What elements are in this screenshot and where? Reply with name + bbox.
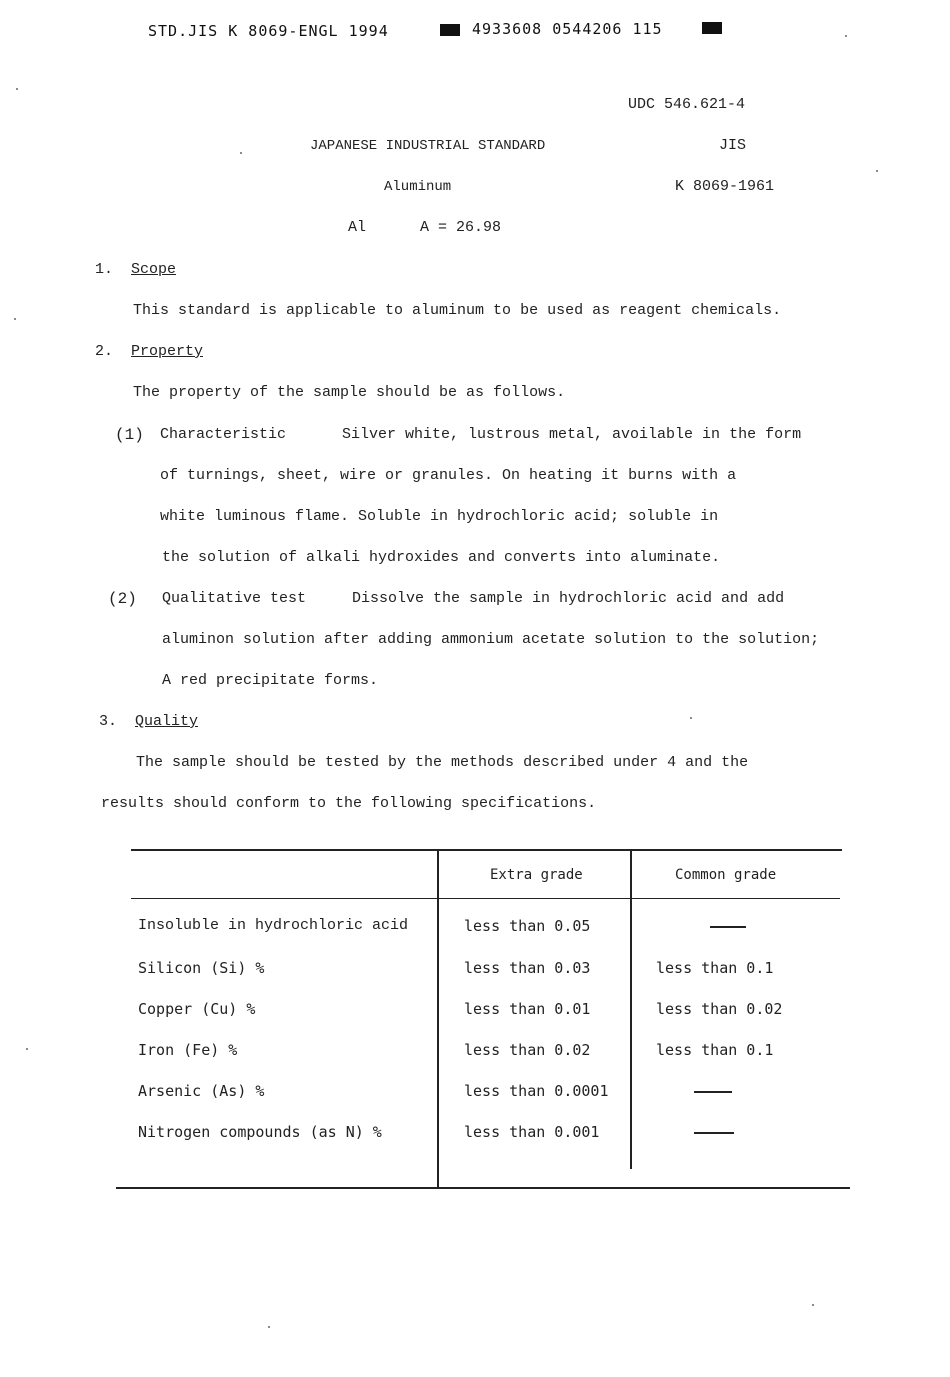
section-number: 1. [95,261,114,278]
standard-number: K 8069-1961 [675,178,775,195]
udc-number: UDC 546.621-4 [628,96,746,113]
characteristic-line: white luminous flame. Soluble in hydrochloric acid; soluble in [160,508,719,525]
document-title: Aluminum [384,179,452,195]
quality-text: The sample should be tested by the methods described under 4 and the [136,754,749,771]
property-intro: The property of the sample should be as follows. [133,384,566,401]
table-cell-item: Copper (Cu) % [138,1000,256,1018]
scan-speck [268,1326,270,1328]
quality-text: results should conform to the following specifications. [101,795,597,812]
qualitative-line: A red precipitate forms. [162,672,379,689]
scan-speck [690,717,692,719]
redaction-bar [702,22,722,34]
scan-speck [14,318,16,320]
qualitative-line: aluminon solution after adding ammonium acetate solution to the solution; [162,631,820,648]
atomic-weight: A = 26.98 [420,219,502,236]
characteristic-line: the solution of alkali hydroxides and converts into aluminate. [162,549,721,566]
document-code: STD.JIS K 8069-ENGL 1994 [148,22,389,40]
table-cell-extra-grade: less than 0.02 [464,1041,591,1059]
table-cell-extra-grade: less than 0.0001 [464,1082,609,1100]
table-header-extra-grade: Extra grade [490,867,583,883]
table-cell-extra-grade: less than 0.01 [464,1000,591,1018]
chemical-symbol: Al [348,219,367,236]
table-cell-common-grade [694,1132,734,1134]
table-cell-common-grade: less than 0.02 [656,1000,783,1018]
qualitative-line: Dissolve the sample in hydrochloric acid and add [352,590,785,607]
table-cell-item: Nitrogen compounds (as N) % [138,1123,382,1141]
table-cell-common-grade: less than 0.1 [656,959,774,977]
scope-text: This standard is applicable to aluminum to be used as reagent chemicals. [133,302,782,319]
item-number: (1) [115,426,144,444]
redaction-bar [440,24,460,36]
table-cell-common-grade: less than 0.1 [656,1041,774,1059]
table-cell-extra-grade: less than 0.001 [464,1123,600,1141]
table-cell-item: Insoluble in hydrochloric acid [138,917,409,934]
scan-speck [876,170,878,172]
table-cell-item: Iron (Fe) % [138,1041,238,1059]
scan-speck [845,35,847,37]
scan-speck [240,152,242,154]
section-number: 2. [95,343,114,360]
scan-speck [26,1048,28,1050]
table-cell-common-grade [710,926,746,928]
table-column-divider [437,849,439,1189]
scan-speck [812,1304,814,1306]
characteristic-line: Silver white, lustrous metal, avoilable in the form [342,426,802,443]
table-rule-bottom [116,1187,850,1189]
table-cell-item: Arsenic (As) % [138,1082,265,1100]
characteristic-line: of turnings, sheet, wire or granules. On heating it burns with a [160,467,737,484]
table-cell-common-grade [694,1091,732,1093]
standard-org: JAPANESE INDUSTRIAL STANDARD [310,138,546,154]
table-header-common-grade: Common grade [675,867,777,883]
table-cell-extra-grade: less than 0.05 [464,917,591,935]
section-title-scope: Scope [131,261,177,278]
section-title-property: Property [131,343,204,360]
document-barcode-number: 4933608 0544206 115 [472,20,663,38]
section-number: 3. [99,713,118,730]
jis-label: JIS [719,137,747,154]
item-number: (2) [108,590,137,608]
table-rule-top [131,849,842,851]
item-label-characteristic: Characteristic [160,426,287,443]
table-cell-item: Silicon (Si) % [138,959,265,977]
table-column-divider [630,849,632,1169]
section-title-quality: Quality [135,713,199,730]
table-cell-extra-grade: less than 0.03 [464,959,591,977]
table-rule-header [131,898,840,899]
scan-speck [16,88,18,90]
item-label-qualitative-test: Qualitative test [162,590,307,607]
